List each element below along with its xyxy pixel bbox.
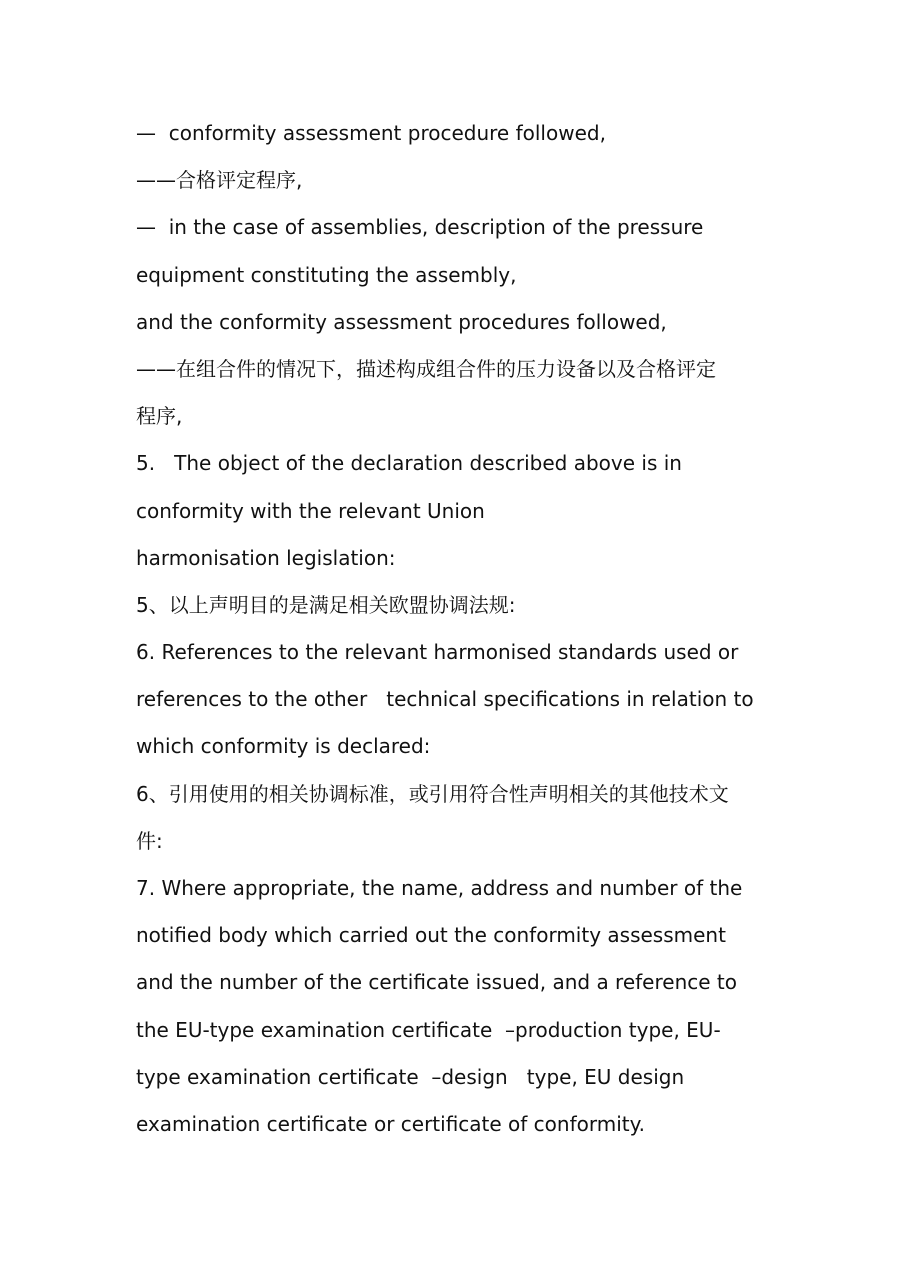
- text-line: — in the case of assemblies, description of the pressure: [136, 215, 704, 240]
- text-line: and the conformity assessment procedures followed,: [136, 309, 667, 334]
- text-line: harmonisation legislation:: [136, 545, 396, 570]
- text-line: notified body which carried out the conformity assessment: [136, 923, 726, 948]
- text-line: 件:: [136, 828, 163, 853]
- text-line: 5、以上声明目的是满足相关欧盟协调法规:: [136, 592, 516, 617]
- text-line: 5. The object of the declaration described above is in: [136, 451, 682, 476]
- text-line: examination certificate or certificate of conformity.: [136, 1111, 645, 1136]
- text-line: conformity with the relevant Union: [136, 498, 485, 523]
- text-line: and the number of the certificate issued, and a reference to: [136, 970, 737, 995]
- text-line: ——合格评定程序,: [136, 168, 303, 193]
- text-line: which conformity is declared:: [136, 734, 431, 759]
- text-line: 6、引用使用的相关协调标准，或引用符合性声明相关的其他技术文: [136, 781, 729, 806]
- text-line: type examination certificate –design type, EU design: [136, 1064, 685, 1089]
- text-line: 程序,: [136, 404, 183, 429]
- text-line: ——在组合件的情况下，描述构成组合件的压力设备以及合格评定: [136, 356, 716, 381]
- text-line: the EU-type examination certificate –production type, EU-: [136, 1017, 721, 1042]
- document-body: [136, 110, 776, 1148]
- text-line: references to the other technical specifications in relation to: [136, 687, 754, 712]
- text-line: equipment constituting the assembly,: [136, 262, 517, 287]
- text-line: 6. References to the relevant harmonised standards used or: [136, 640, 739, 665]
- text-line: — conformity assessment procedure followed,: [136, 121, 606, 145]
- text-line: 7. Where appropriate, the name, address and number of the: [136, 876, 743, 900]
